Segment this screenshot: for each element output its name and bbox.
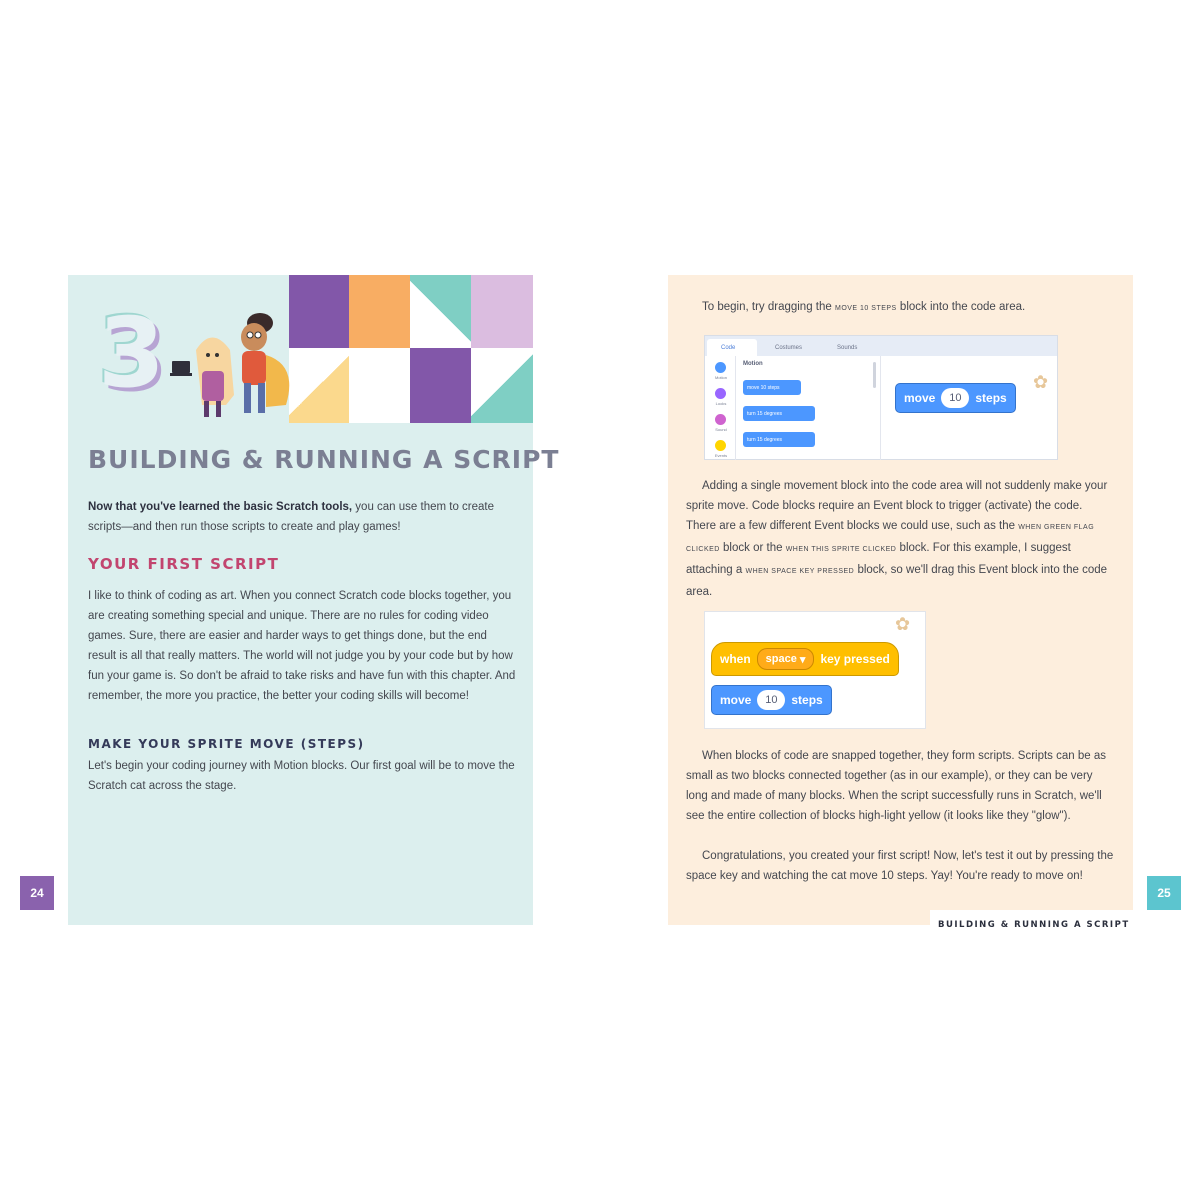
scratch-editor-screenshot xyxy=(704,335,1058,460)
script-move-block[interactable] xyxy=(711,685,832,715)
palette-scrollbar[interactable] xyxy=(873,362,876,388)
looks-category-label: Looks xyxy=(715,401,727,406)
paragraph-events xyxy=(686,476,1114,602)
sound-category-dot[interactable] xyxy=(715,414,726,425)
right-intro xyxy=(702,297,1122,319)
code-area-move-block[interactable] xyxy=(895,383,1016,413)
paragraph-2: Let's begin your coding journey with Motion blocks. Our first goal will be to move the Scratch cat across the stage. xyxy=(88,760,515,792)
teal-triangle-tile-2 xyxy=(471,348,533,423)
key-dropdown[interactable]: space ▾ xyxy=(757,648,815,670)
move-label: move xyxy=(904,391,936,405)
paragraph-congrats: Congratulations, you created your first script! Now, let's test it out by pressing the space key and watching the cat move 10 steps. Yay! You're ready to move on! xyxy=(686,850,1114,882)
chapter-number: 3 xyxy=(98,297,165,409)
script-steps-value-input[interactable]: 10 xyxy=(757,690,785,710)
right-intro-text-b: block into the code area. xyxy=(896,301,1026,313)
when-key-pressed-block[interactable] xyxy=(711,642,899,676)
tab-code[interactable]: Code xyxy=(707,339,757,356)
events-category-dot[interactable] xyxy=(715,440,726,451)
palette-turn-left-block[interactable]: turn 15 degrees xyxy=(743,432,815,447)
tab-sounds[interactable]: Sounds xyxy=(837,344,858,351)
tab-costumes[interactable]: Costumes xyxy=(775,344,803,351)
right-intro-text-a: To begin, try dragging the xyxy=(702,301,835,313)
palette-move-block[interactable]: move 10 steps xyxy=(743,380,801,395)
events-text-a: Adding a single movement block into the code area will not suddenly make your sprite move. Code blocks require an Event block to trigger (activate) the code. There are a few different Event blocks we could use, such as the xyxy=(686,480,1108,532)
motion-category-label: Motion xyxy=(714,375,727,380)
when-label: when xyxy=(720,652,751,666)
script-cat-sprite-icon: ✿ xyxy=(895,614,911,634)
events-category-label: Events xyxy=(714,453,728,458)
section-heading: YOUR FIRST SCRIPT xyxy=(88,555,280,573)
running-footer: BUILDING & RUNNING A SCRIPT xyxy=(938,920,1130,930)
white-tile xyxy=(349,348,410,423)
paragraph-scripts: When blocks of code are snapped together, they form scripts. Scripts can be as small as two blocks connected together (as in our example), or they can be very long and made of many blocks. When the script successfully runs in Scratch, we'll see the entire collection of blocks high-light yellow (it looks like they "glow"). xyxy=(686,750,1106,822)
category-column xyxy=(705,356,736,460)
code-area-divider xyxy=(880,356,881,460)
sound-category-label: Sound xyxy=(715,427,727,432)
events-text-c: block. For this example, I suggest attaching a xyxy=(686,542,1071,576)
teal-triangle-tile xyxy=(410,275,471,348)
left-page xyxy=(68,275,560,925)
lilac-tile xyxy=(471,275,533,348)
script-screenshot xyxy=(704,611,926,729)
cat-sprite-icon: ✿ xyxy=(1033,372,1049,392)
space-key-block-inline: WHEN SPACE KEY PRESSED xyxy=(745,568,855,575)
palette-header: Motion xyxy=(743,361,763,367)
subheading: MAKE YOUR SPRITE MOVE (STEPS) xyxy=(88,737,365,751)
header-art xyxy=(68,275,533,425)
move-steps-inline: MOVE 10 STEPS xyxy=(834,305,897,312)
purple-tile-2 xyxy=(410,348,471,423)
right-page xyxy=(668,275,1133,925)
page-title: BUILDING & RUNNING A SCRIPT xyxy=(88,445,560,474)
intro-bold-text: Now that you've learned the basic Scratch tools, xyxy=(88,501,353,513)
steps-value-input[interactable]: 10 xyxy=(941,388,969,408)
script-move-label: move xyxy=(720,693,752,707)
palette-turn-right-block[interactable]: turn 15 degrees xyxy=(743,406,815,421)
motion-category-dot[interactable] xyxy=(715,362,726,373)
page-number-left: 24 xyxy=(20,876,54,910)
characters-illustration xyxy=(168,295,308,425)
editor-tab-bar xyxy=(705,336,1057,356)
looks-category-dot[interactable] xyxy=(715,388,726,399)
paragraph-1: I like to think of coding as art. When you connect Scratch code blocks together, you are creating something special and unique. There are no rules for coding video games. Sure, there are easier and harder ways to get things done, but the end result is all that really matters. The world will not judge you by your code but by how fun your game is. So don't be afraid to take risks and have fun with this chapter. And remember, the more you practice, the better your coding skills will become! xyxy=(88,590,516,702)
events-text-b: block or the xyxy=(719,542,786,554)
key-dropdown-value: space xyxy=(765,653,797,665)
intro-text: you can use them to create scripts—and then run those scripts to create and play games! xyxy=(88,501,495,533)
sprite-clicked-block-inline: WHEN THIS SPRITE CLICKED xyxy=(785,546,897,553)
orange-tile xyxy=(349,275,410,348)
key-pressed-label: key pressed xyxy=(820,652,890,666)
events-text-d: block, so we'll drag this Event block into the code area. xyxy=(686,564,1108,598)
intro-paragraph xyxy=(88,497,513,537)
page-number-right: 25 xyxy=(1147,876,1181,910)
green-flag-block-inline: WHEN GREEN FLAG CLICKED xyxy=(686,524,1095,553)
steps-label: steps xyxy=(975,391,1007,405)
script-steps-label: steps xyxy=(791,693,823,707)
